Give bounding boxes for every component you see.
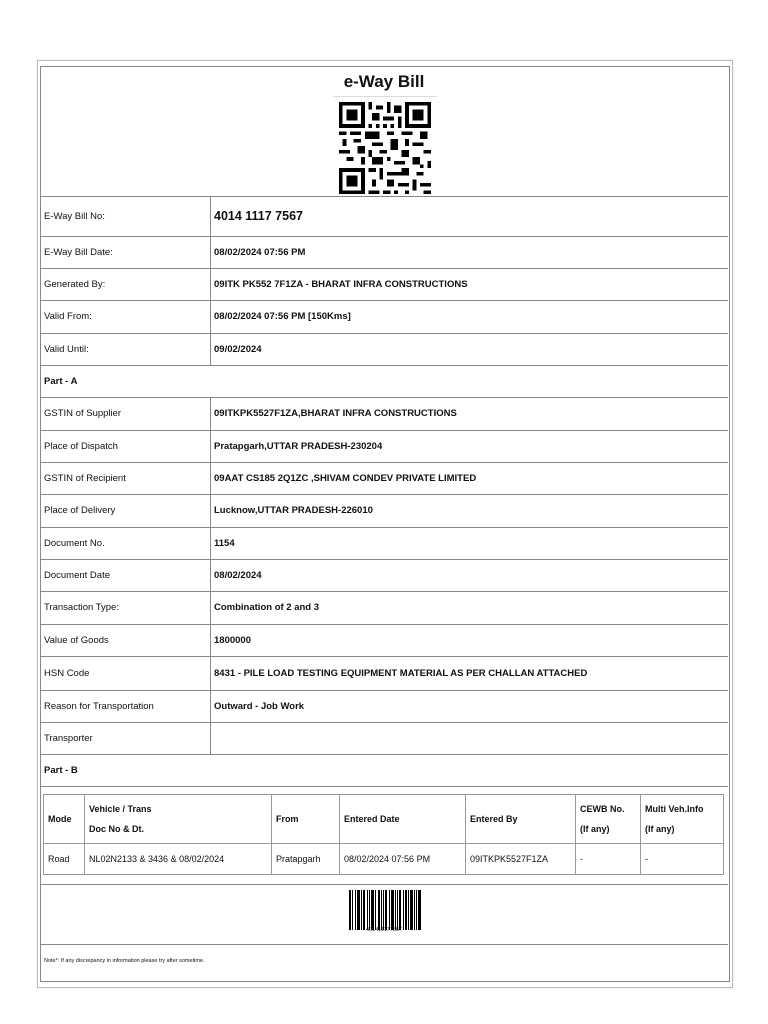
field-value: 08/02/2024 07:56 PM <box>214 246 306 258</box>
field-label: E-Way Bill No: <box>44 210 105 222</box>
col-entered-by: Entered By <box>466 795 576 844</box>
cell-mode: Road <box>44 844 85 875</box>
title-rule <box>333 96 437 97</box>
col-multi-line1: Multi Veh.Info <box>645 804 704 814</box>
field-value: 8431 - PILE LOAD TESTING EQUIPMENT MATERIAL AS PER CHALLAN ATTACHED <box>214 667 588 679</box>
field-row-transporter <box>40 722 728 755</box>
field-label: Valid From: <box>44 311 92 322</box>
col-mode: Mode <box>44 795 85 844</box>
field-value: Pratapgarh,UTTAR PRADESH-230204 <box>214 440 383 452</box>
field-row-place-of-delivery <box>40 494 728 528</box>
part-b-table <box>43 794 724 875</box>
field-value: 09AAT CS185 2Q1ZC ,SHIVAM CONDEV PRIVATE LIMITED <box>214 472 477 484</box>
field-row-ewb-date <box>40 236 728 269</box>
cell-entered-by: 09ITKPK5527F1ZA <box>466 844 576 875</box>
col-vehicle-line1: Vehicle / Trans <box>89 804 152 814</box>
field-label: Valid Until: <box>44 343 89 355</box>
field-value: Outward - Job Work <box>214 700 305 712</box>
field-label: Transporter <box>44 732 93 744</box>
field-label: HSN Code <box>44 667 90 679</box>
field-value: Lucknow,UTTAR PRADESH-226010 <box>214 505 373 516</box>
part-a-heading <box>40 365 728 398</box>
page-title: e-Way Bill <box>343 72 425 91</box>
field-label: Reason for Transportation <box>44 700 154 712</box>
field-row-supplier-gstin <box>40 397 728 431</box>
field-row-generated-by <box>40 268 728 301</box>
col-multi-line2: (If any) <box>645 824 675 834</box>
barcode-number: 401411177567 <box>366 927 402 933</box>
cell-entered-date: 08/02/2024 07:56 PM <box>340 844 466 875</box>
field-value: Combination of 2 and 3 <box>214 602 320 613</box>
col-cewb-line2: (If any) <box>580 824 610 834</box>
field-row-valid-from <box>40 300 728 334</box>
field-row-value-of-goods <box>40 624 728 657</box>
cell-cewb: - <box>576 844 641 875</box>
col-multi-veh <box>641 795 724 844</box>
field-label: E-Way Bill Date: <box>44 246 113 258</box>
section-heading: Part - A <box>44 375 78 387</box>
field-row-document-date <box>40 559 728 592</box>
cell-vehicle: NL02N2133 & 3436 & 08/02/2024 <box>85 844 272 875</box>
barcode <box>349 890 421 930</box>
field-value: 1154 <box>214 537 235 549</box>
field-value: 1800000 <box>214 634 251 646</box>
col-vehicle <box>85 795 272 844</box>
col-vehicle-line2: Doc No & Dt. <box>89 824 144 834</box>
col-cewb <box>576 795 641 844</box>
field-label: Transaction Type: <box>44 602 119 613</box>
field-row-document-no <box>40 527 728 560</box>
field-value: 09ITK PK552 7F1ZA - BHARAT INFRA CONSTRUCTIONS <box>214 278 468 290</box>
field-row-valid-until <box>40 333 728 366</box>
col-from: From <box>272 795 340 844</box>
field-label: Place of Dispatch <box>44 440 118 452</box>
field-label: GSTIN of Recipient <box>44 472 126 484</box>
section-heading: Part - B <box>44 764 78 776</box>
field-row-hsn-code <box>40 656 728 691</box>
field-row-transaction-type <box>40 591 728 625</box>
footer-note: Note*: If any discrepancy in information please try after sometime. <box>44 958 205 964</box>
eway-bill-number: 4014 1117 7567 <box>214 209 303 223</box>
field-value: 08/02/2024 <box>214 569 262 581</box>
part-b-heading <box>40 754 728 787</box>
field-label: Value of Goods <box>44 634 109 646</box>
col-cewb-line1: CEWB No. <box>580 804 625 814</box>
field-row-recipient-gstin <box>40 462 728 495</box>
table-header-row <box>44 795 724 844</box>
cell-from: Pratapgarh <box>272 844 340 875</box>
field-label: Document Date <box>44 569 111 581</box>
part-b-table-wrap <box>40 786 728 885</box>
col-entered-date: Entered Date <box>340 795 466 844</box>
field-value: 08/02/2024 07:56 PM [150Kms] <box>214 311 351 322</box>
field-row-place-of-dispatch <box>40 430 728 463</box>
field-label: Place of Delivery <box>44 505 116 516</box>
field-label: GSTIN of Supplier <box>44 408 122 419</box>
field-label: Document No. <box>44 537 105 549</box>
qr-code <box>339 102 431 194</box>
field-value: 09ITKPK5527F1ZA,BHARAT INFRA CONSTRUCTIONS <box>214 408 457 419</box>
barcode-area <box>40 884 728 945</box>
table-row <box>44 844 724 875</box>
field-row-reason <box>40 690 728 723</box>
cell-multi-veh: - <box>641 844 724 875</box>
field-value: 09/02/2024 <box>214 343 262 355</box>
field-row-ewb-no <box>40 196 728 237</box>
field-label: Generated By: <box>44 278 106 290</box>
